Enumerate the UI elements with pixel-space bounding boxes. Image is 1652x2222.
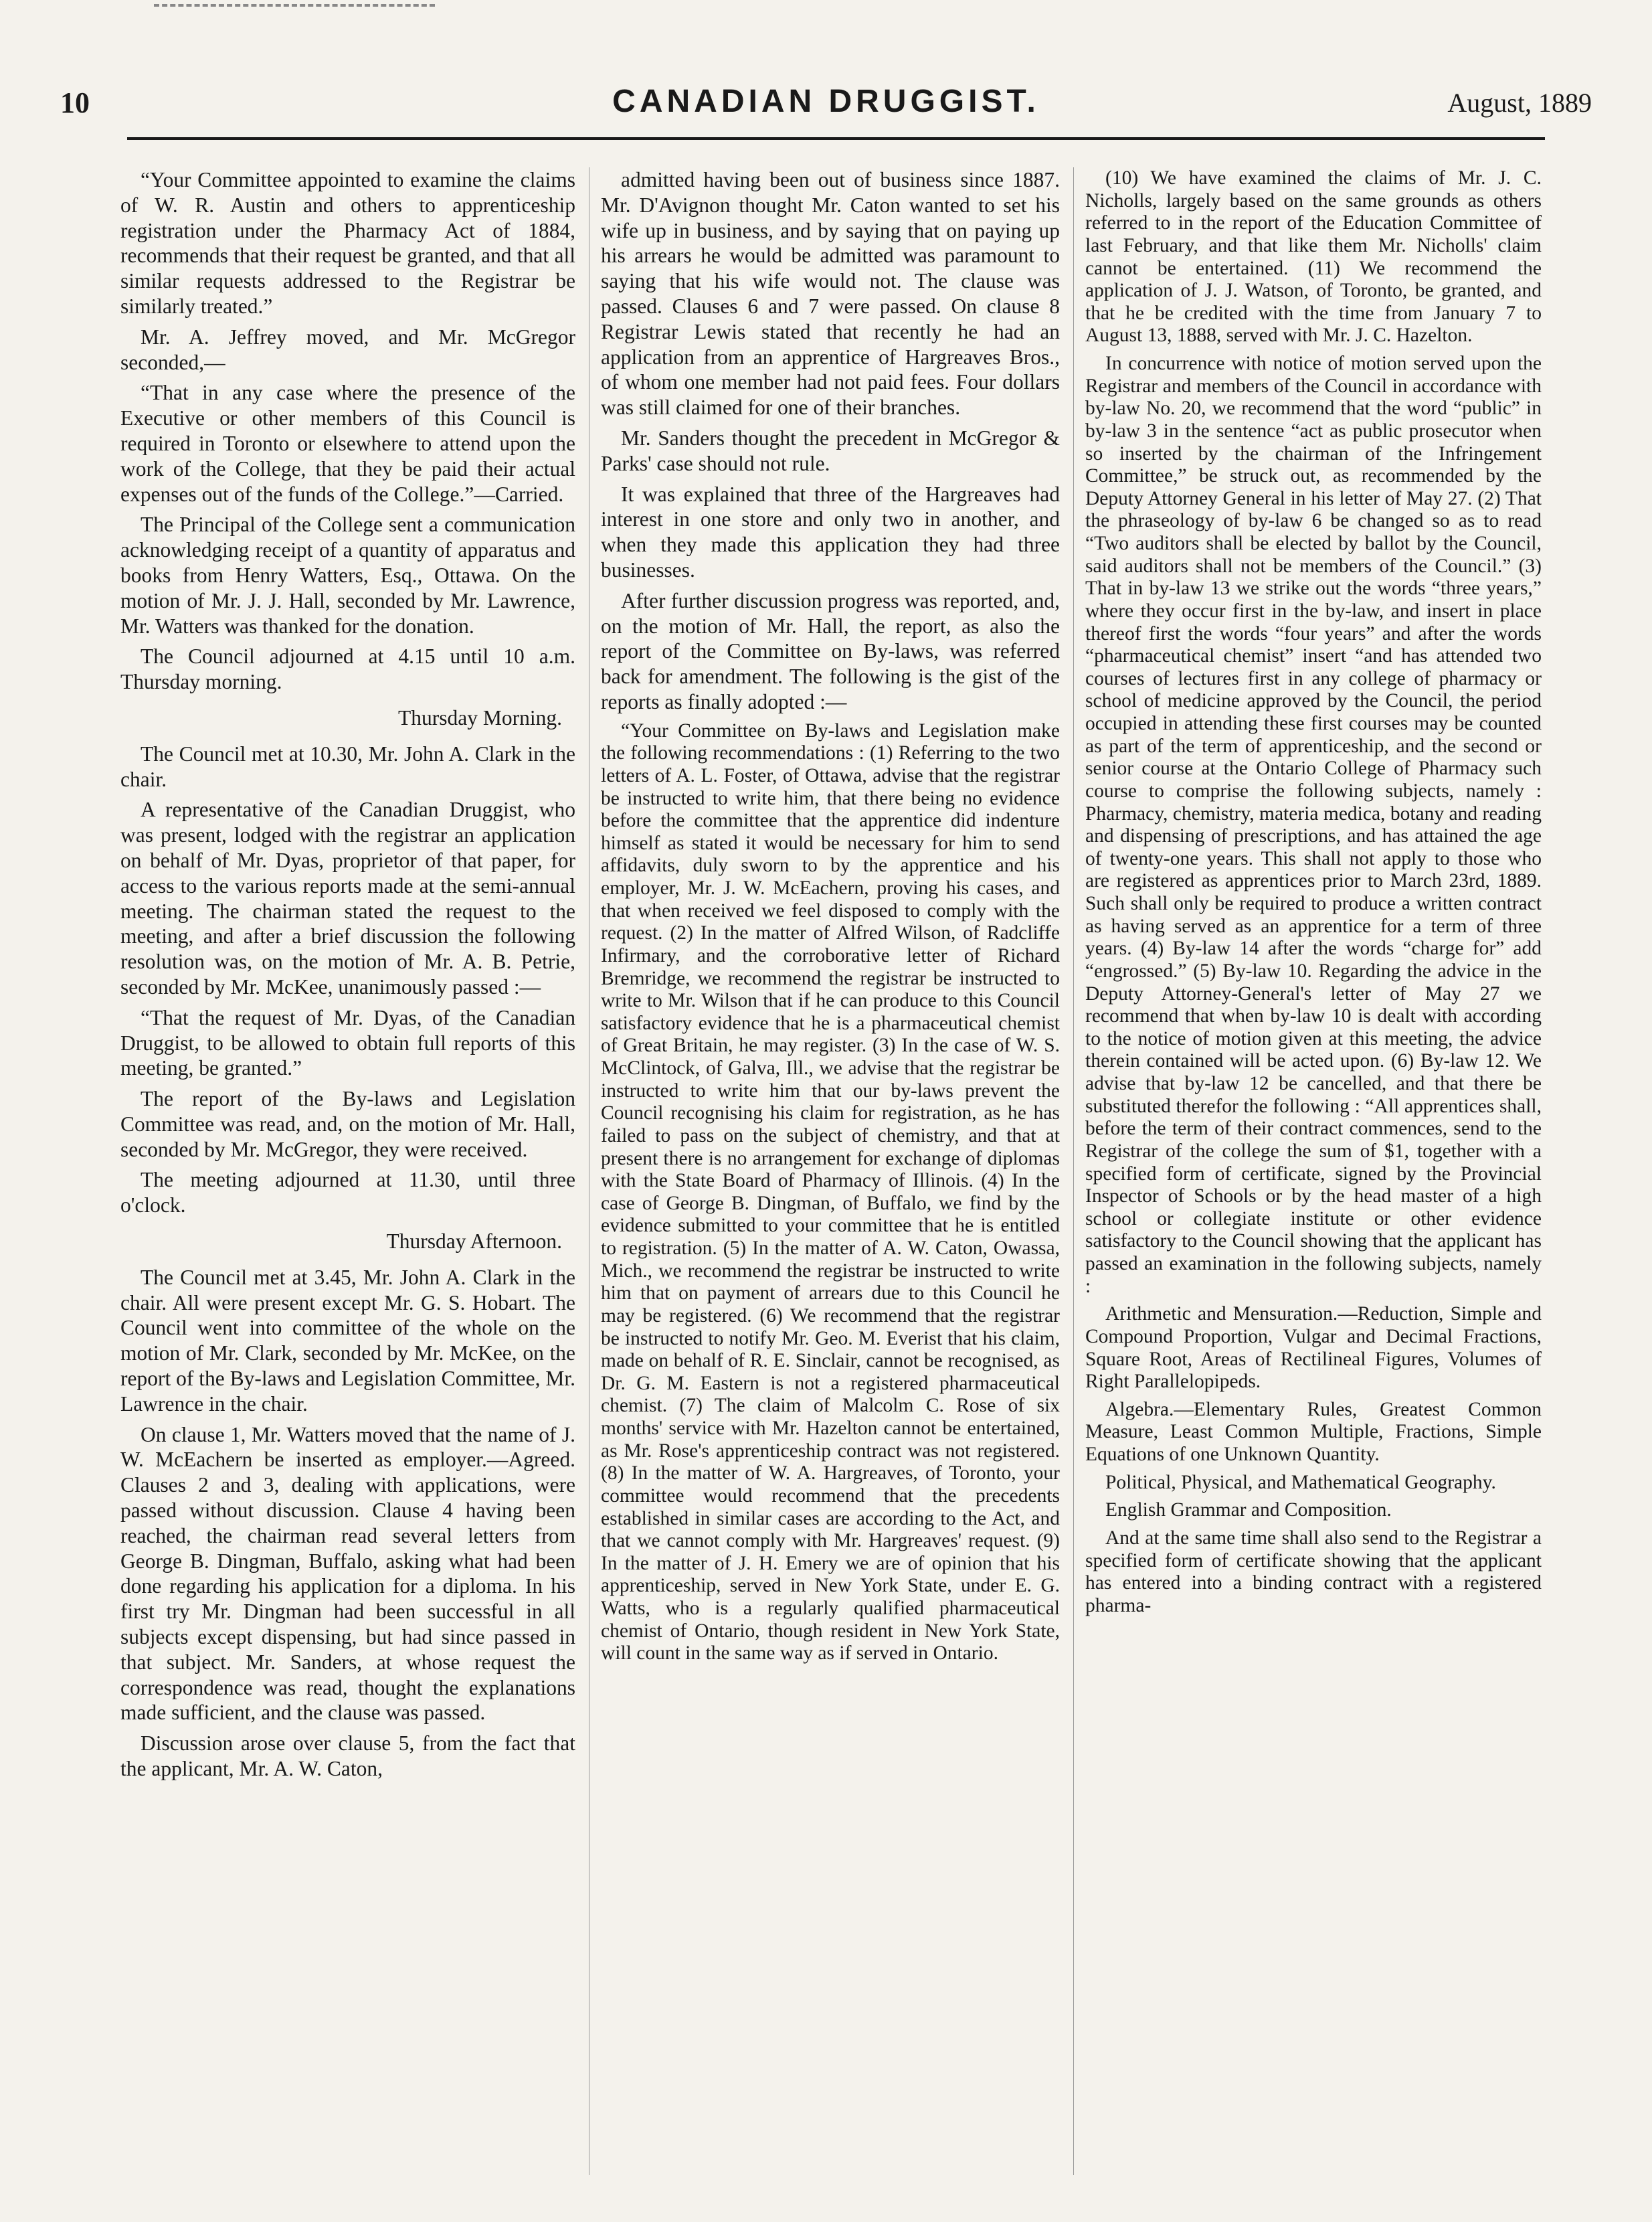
- paragraph: admitted having been out of business since 1887. Mr. D'Avignon thought Mr. Caton wanted to set his wife up in business, and by saying that on paying up his arrears he would be admitted was paramount to saying that his wife would not. The clause was passed. Clauses 6 and 7 were passed. On clause 8 Registrar Lewis stated that recently he had an application from an apprentice of Hargreaves Bros., of whom one member had not paid fees. Four dollars was still claimed for one of their branches.: [601, 168, 1060, 420]
- paragraph: “That the request of Mr. Dyas, of the Canadian Druggist, to be allowed to obtain full reports of this meeting, be granted.”: [120, 1005, 575, 1080]
- paragraph: The Council met at 10.30, Mr. John A. Clark in the chair.: [120, 742, 575, 791]
- page-number: 10: [60, 86, 90, 119]
- subheading: Thursday Afternoon.: [386, 1229, 562, 1254]
- header-rule: [127, 137, 1545, 140]
- paragraph: Mr. A. Jeffrey moved, and Mr. McGregor seconded,—: [120, 325, 575, 374]
- paragraph: Political, Physical, and Mathematical Geography.: [1105, 1471, 1496, 1493]
- column-3: [1085, 167, 1542, 2189]
- article-columns: [120, 167, 1542, 2189]
- issue-date: August, 1889: [1447, 88, 1592, 118]
- paragraph: It was explained that three of the Hargreaves had interest in one store and only two in another, and when they made this application they had three businesses.: [601, 482, 1060, 582]
- paragraph: The Principal of the College sent a communication acknowledging receipt of a quantity of apparatus and books from Henry Watters, Esq., Ottawa. On the motion of Mr. J. J. Hall, seconded by Mr. Lawrence, Mr. Watters was thanked for the donation.: [120, 513, 575, 638]
- paragraph: (10) We have examined the claims of Mr. J. C. Nicholls, largely based on the same grounds as others referred to in the report of the Education Committee of last February, and that like them Mr. Nicholls' claim cannot be entertained. (11) We recommend the application of J. J. Watson, of Toronto, be granted, and that he be credited with the time from January 7 to August 13, 1888, served with Mr. J. C. Hazelton.: [1085, 167, 1542, 347]
- column-1: [120, 167, 575, 2189]
- column-divider: [1073, 167, 1074, 2175]
- paragraph: On clause 1, Mr. Watters moved that the name of J. W. McEachern be inserted as employer.—Agreed. Clauses 2 and 3, dealing with applications, were passed without discussion. Clause 4 having been reached, the chairman read several letters from George B. Dingman, Buffalo, asking what had been done regarding his application for a diploma. In his first try Mr. Dingman had been successful in all subjects except dispensing, but had since passed in that subject. Mr. Sanders, at whose request the correspondence was read, thought the explanations made sufficient, and the clause was passed.: [120, 1422, 575, 1725]
- paragraph: English Grammar and Composition.: [1105, 1499, 1392, 1521]
- paragraph: In concurrence with notice of motion served upon the Registrar and members of the Council in accordance with by-law No. 20, we recommend that the word “public” in by-law 3 in the sentence “act as public prosecutor when so inserted by the chairman of the Infringement Committee,” be struck out, as recommended by the Deputy Attorney General in his letter of May 27. (2) That the phraseology of by-law 6 be changed so as to read “Two auditors shall be elected by ballot by the Council, said auditors shall not be members of the Council.” (3) That in by-law 13 we strike out the words “three years,” where they occur first in the by-law, and insert in place thereof first the words “four years” and after the words “pharmaceutical chemist” insert “and has attended two courses of lectures first in any college of pharmacy or school of medicine approved by the Council, the period occupied in attending these first courses may be counted as part of the term of apprenticeship, and the second or senior course at the Ontario College of Pharmacy such course to comprise the following subjects, namely : Pharmacy, chemistry, materia medica, botany and reading and dispensing of prescriptions, and has attained the age of twenty-one years. This shall not apply to those who are registered as apprentices prior to March 23rd, 1889. Such shall only be required to produce a written contract as having served as an apprentice for a term of three years. (4) By-law 14 after the words “charge for” add “engrossed.” (5) By-law 10. Regarding the advice in the Deputy Attorney-General's letter of May 27 we recommend that when by-law 10 is dealt with according to the notice of motion given at this meeting, the advice therein contained will be acted upon. (6) By-law 12. We advise that by-law 12 be cancelled, and that there be substituted therefor the following : “All apprentices shall, before the term of their contract commences, send to the Registrar of the college the sum of $1, together with a specified form of certificate, signed by the Provincial Inspector of Schools or by the head master of a high school or collegiate institute or other evidence satisfactory to the Council showing that the applicant has passed an examination in the following subjects, namely :: [1085, 353, 1542, 1297]
- paragraph: The report of the By-laws and Legislation Committee was read, and, on the motion of Mr. Hall, seconded by Mr. McGregor, they were received.: [120, 1087, 575, 1161]
- column-2: [601, 167, 1060, 2189]
- paragraph: Algebra.—Elementary Rules, Greatest Common Measure, Least Common Multiple, Fractions, Simple Equations of one Unknown Quantity.: [1085, 1398, 1542, 1465]
- page-header: [60, 80, 1592, 127]
- top-edge-rule: [154, 4, 435, 7]
- paragraph: “Your Committee appointed to examine the claims of W. R. Austin and others to apprenticeship registration under the Pharmacy Act of 1884, recommends that their request be granted, and that all similar requests addressed to the Registrar be similarly treated.”: [120, 168, 575, 318]
- paragraph: Discussion arose over clause 5, from the fact that the applicant, Mr. A. W. Caton,: [120, 1731, 575, 1781]
- paragraph: “That in any case where the presence of the Executive or other members of this Council is required in Toronto or elsewhere to attend upon the work of the College, that they be paid their actual expenses out of the funds of the College.”—Carried.: [120, 381, 575, 506]
- paragraph: The Council adjourned at 4.15 until 10 a.m. Thursday morning.: [120, 645, 575, 694]
- paragraph: Mr. Sanders thought the precedent in McGregor & Parks' case should not rule.: [601, 426, 1060, 475]
- paragraph: After further discussion progress was reported, and, on the motion of Mr. Hall, the report, as also the report of the Committee on By-laws, was referred back for amendment. The following is the gist of the reports as finally adopted :—: [601, 588, 1060, 713]
- paragraph: The meeting adjourned at 11.30, until three o'clock.: [120, 1168, 575, 1217]
- paragraph: A representative of the Canadian Druggist, who was present, lodged with the registrar an application on behalf of Mr. Dyas, proprietor of that paper, for access to the various reports made at the semi-annual meeting. The chairman stated the request to the meeting, and after a brief discussion the following resolution was, on the motion of Mr. A. B. Petrie, seconded by Mr. McKee, unanimously passed :—: [120, 798, 575, 999]
- paragraph: Arithmetic and Mensuration.—Reduction, Simple and Compound Proportion, Vulgar and Decimal Fractions, Square Root, Areas of Rectilineal Figures, Volumes of Right Parallelopipeds.: [1085, 1303, 1542, 1393]
- subheading: Thursday Morning.: [398, 705, 562, 730]
- paragraph: And at the same time shall also send to the Registrar a specified form of certificate showing that the applicant has entered into a binding contract with a registered pharma-: [1085, 1527, 1542, 1616]
- committee-report: “Your Committee on By-laws and Legislation make the following recommendations : (1) Referring to the two letters of A. L. Foster, of Ottawa, advise that the registrar be instructed to write him, that there being no evidence before the committee that the apprentice did indenture himself as stated it would be necessary for him to send affidavits, duly sworn to by the apprentice and his employer, Mr. J. W. McEachern, proving his cases, and that when received we feel disposed to comply with the request. (2) In the matter of Alfred Wilson, of Radcliffe Infirmary, and the corroborative letter of Richard Bremridge, we recommend the registrar be instructed to write to Mr. Wilson that if he can produce to this Council satisfactory evidence that he is a pharmaceutical chemist of Great Britain, he may register. (3) In the case of W. S. McClintock, of Galva, Ill., we advise that the registrar be instructed to write him that our by-laws prevent the Council recognising his claim for registration, as he has failed to pass on the subject of chemistry, and that at present there is no arrangement for exchange of diplomas with the State Board of Pharmacy of Illinois. (4) In the case of George B. Dingman, of Buffalo, we find by the evidence submitted to your committee that he is entitled to registration. (5) In the matter of A. W. Caton, Owassa, Mich., we recommend the registrar be instructed to write him that on payment of arrears due to this Council he may be registered. (6) We recommend that the registrar be instructed to notify Mr. Geo. M. Everist that his claim, made on behalf of R. E. Sinclair, cannot be recognised, as Dr. G. M. Eastern is not a registered pharmaceutical chemist. (7) The claim of Malcolm C. Rose of six months' service with Mr. Hazelton cannot be entertained, as Mr. Rose's apprenticeship contract was not registered. (8) In the matter of W. A. Hargreaves, of Toronto, your committee would recommend that the precedents established in similar cases are according to the Act, and that we cannot comply with Mr. Hargreaves' request. (9) In the matter of J. H. Emery we are of opinion that his apprenticeship, served in New York State, under E. G. Watts, who is a regularly qualified pharmaceutical chemist of Ontario, though resident in New York State, will count in the same way as if served in Ontario.: [601, 719, 1060, 1664]
- masthead-title: CANADIAN DRUGGIST.: [612, 84, 1040, 119]
- paragraph: The Council met at 3.45, Mr. John A. Clark in the chair. All were present except Mr. G. S. Hobart. The Council went into committee of the whole on the motion of Mr. Clark, seconded by Mr. McKee, on the report of the By-laws and Legislation Committee, Mr. Lawrence in the chair.: [120, 1265, 575, 1416]
